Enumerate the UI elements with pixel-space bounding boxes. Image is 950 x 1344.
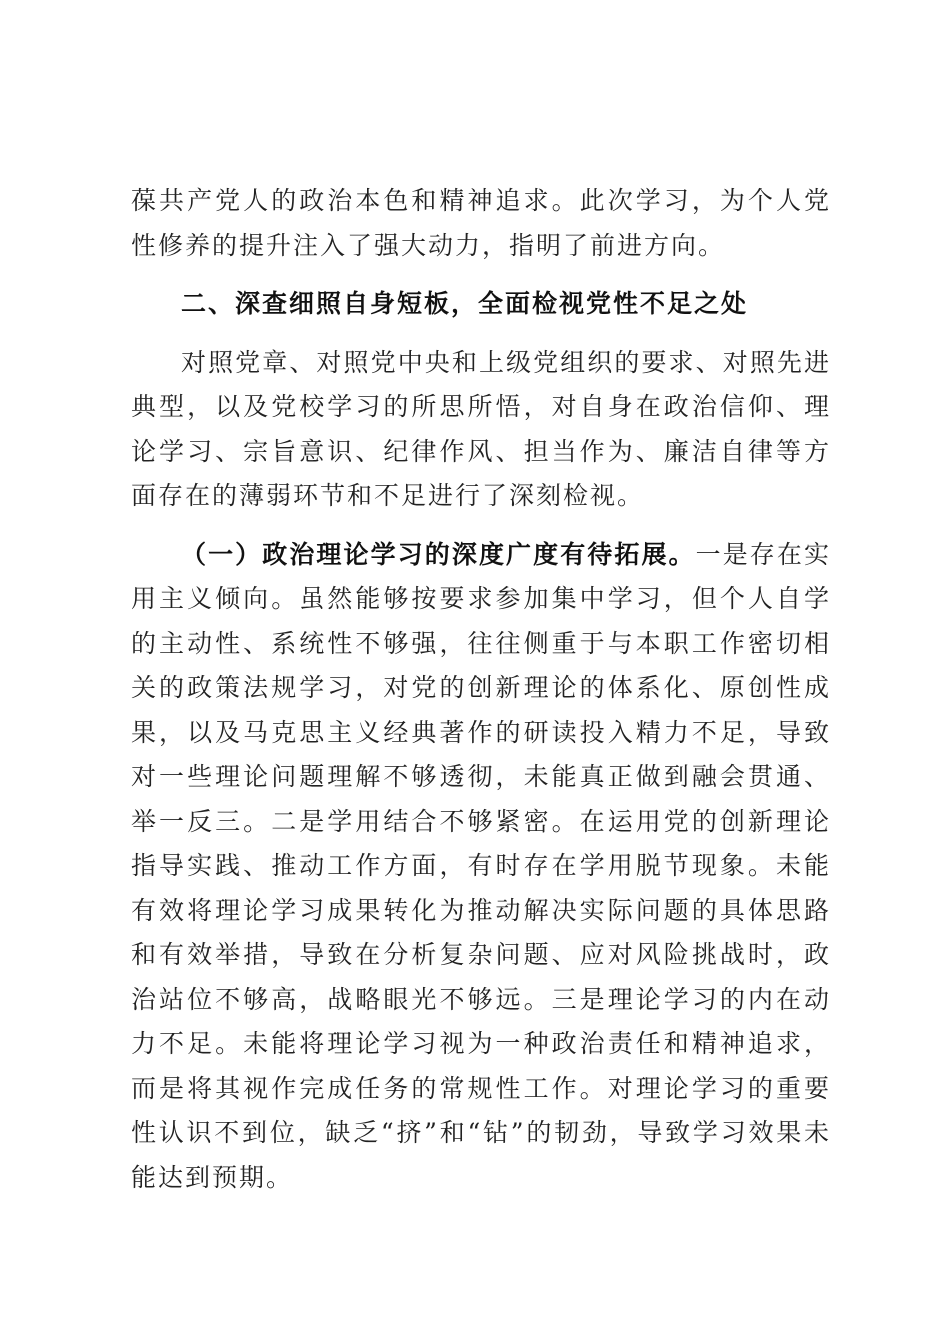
subsection-paragraph [131, 533, 831, 1201]
section-heading: 二、深查细照自身短板，全面检视党性不足之处 [181, 289, 749, 318]
intro-paragraph: 葆共产党人的政治本色和精神追求。此次学习，为个人党性修养的提升注入了强大动力，指明了前进方向。 [131, 186, 831, 260]
subsection-title: （一）政治理论学习的深度广度有待拓展。 [181, 539, 696, 569]
document-body [131, 179, 831, 1200]
section-intro-paragraph: 对照党章、对照党中央和上级党组织的要求、对照先进典型，以及党校学习的所思所悟，对自身在政治信仰、理论学习、宗旨意识、纪律作风、担当作为、廉洁自律等方面存在的薄弱环节和不足进行了深刻检视。 [131, 347, 831, 510]
subsection-body: 一是存在实用主义倾向。虽然能够按要求参加集中学习，但个人自学的主动性、系统性不够强，往往侧重于与本职工作密切相关的政策法规学习，对党的创新理论的体系化、原创性成果，以及马克思主义经典著作的研读投入精力不足，导致对一些理论问题理解不够透彻，未能真正做到融会贯通、举一反三。二是学用结合不够紧密。在运用党的创新理论指导实践、推动工作方面，有时存在学用脱节现象。未能有效将理论学习成果转化为推动解决实际问题的具体思路和有效举措，导致在分析复杂问题、应对风险挑战时，政治站位不够高，战略眼光不够远。三是理论学习的内在动力不足。未能将理论学习视为一种政治责任和精神追求，而是将其视作完成任务的常规性工作。对理论学习的重要性认识不到位，缺乏“挤”和“钻”的韧劲，导致学习效果未能达到预期。 [131, 539, 831, 1192]
